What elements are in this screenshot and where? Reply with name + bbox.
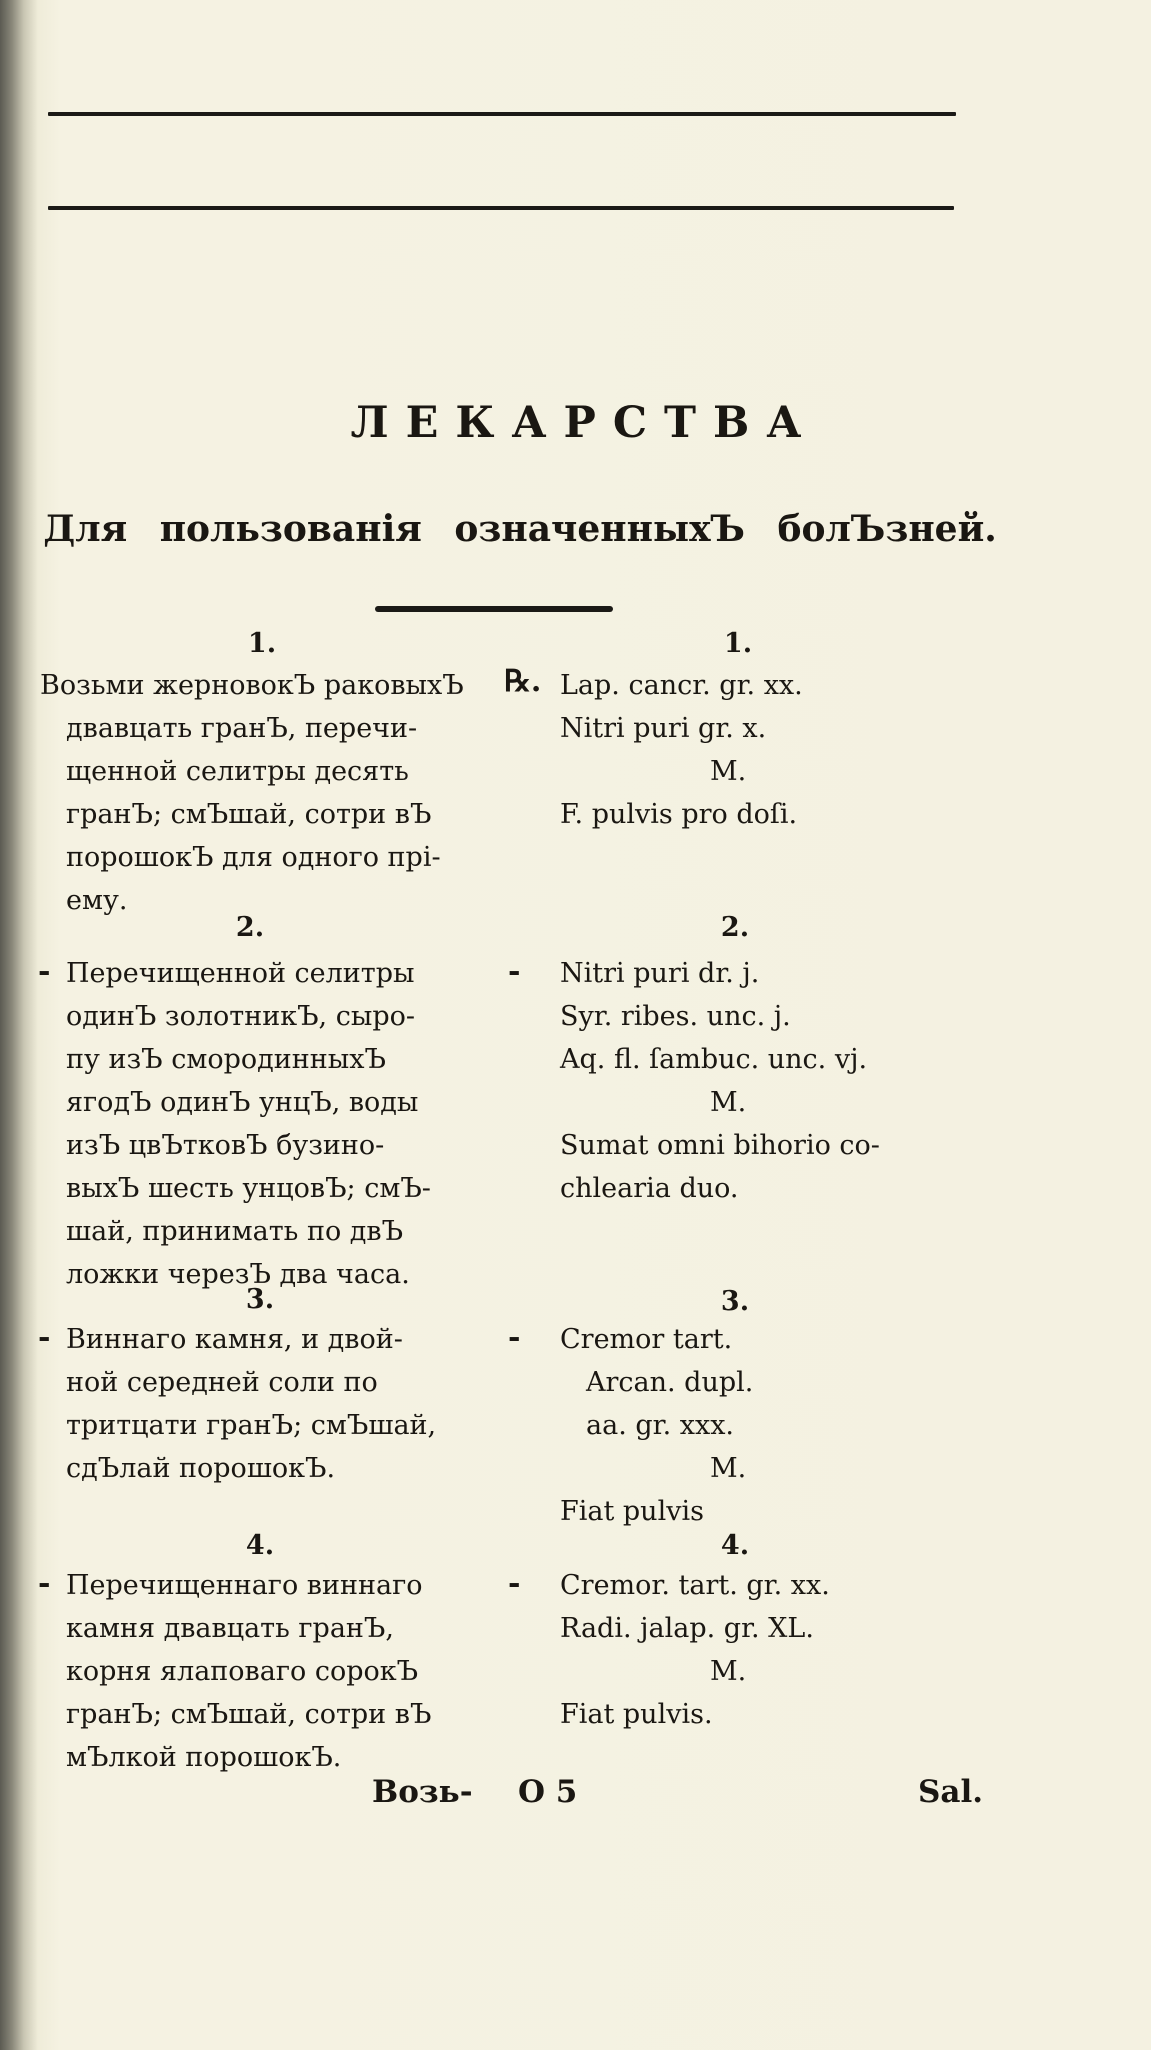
left-dash: - [38, 954, 51, 989]
left-recipe-line: пу изЪ смородинныхЪ [66, 1044, 386, 1075]
recipe-symbol: ℞. [504, 664, 542, 699]
right-dash: - [508, 1566, 521, 1601]
right-recipe-line: Arcan. dupl. [586, 1367, 754, 1398]
right-recipe-line: Nitri puri gr. x. [560, 713, 767, 744]
right-item-number: 4. [720, 1530, 750, 1561]
left-item-number: 4. [245, 1530, 275, 1561]
right-dash: - [508, 954, 521, 989]
catchword-left: Возь- [372, 1774, 473, 1810]
right-recipe-text [560, 1564, 1000, 1736]
signature-mark: O 5 [518, 1774, 578, 1810]
left-recipe-line: гранЪ; смЪшай, сотри вЪ [66, 799, 432, 830]
left-recipe-text [40, 1318, 510, 1490]
left-recipe-text [40, 664, 510, 922]
right-dash: - [508, 1320, 521, 1355]
right-recipe-line: Fiat pulvis. [560, 1699, 713, 1730]
left-recipe-line: выхЪ шесть унцовЪ; смЪ- [66, 1173, 431, 1204]
right-recipe-text [560, 664, 1000, 836]
page-subtitle: Для пользованія означенныхЪ болЪзней. [43, 508, 997, 550]
right-item-number: 3. [720, 1286, 750, 1317]
right-recipe-line: Syr. ribes. unc. j. [560, 1001, 791, 1032]
catchword-right: Sal. [918, 1774, 984, 1810]
right-recipe-line: Aq. fl. ſambuc. unc. vj. [560, 1044, 868, 1075]
right-recipe-line: M. [710, 1087, 747, 1118]
right-recipe-line: Nitri puri dr. j. [560, 958, 760, 989]
left-recipe-line: Перечищеннаго виннаго [66, 1570, 423, 1601]
left-recipe-line: мЪлкой порошокЪ. [66, 1742, 342, 1773]
left-recipe-line: ягодЪ одинЪ унцЪ, воды [66, 1087, 419, 1118]
right-recipe-line: M. [710, 756, 747, 787]
second-rule [48, 206, 954, 210]
top-rule [48, 112, 956, 116]
left-dash: - [38, 1566, 51, 1601]
right-recipe-line: F. pulvis pro doſi. [560, 799, 798, 830]
section-rule [375, 606, 613, 612]
right-recipe-text [560, 1318, 1000, 1533]
left-item-number: 1. [247, 628, 277, 659]
right-item-number: 1. [723, 628, 753, 659]
left-recipe-line: двавцать гранЪ, перечи- [66, 713, 418, 744]
left-recipe-line: гранЪ; смЪшай, сотри вЪ [66, 1699, 432, 1730]
right-recipe-text [560, 952, 1000, 1210]
left-recipe-line: Виннаго камня, и двой- [66, 1324, 403, 1355]
right-recipe-line: M. [710, 1453, 747, 1484]
left-recipe-line: Возьми жерновокЪ раковыхЪ [40, 670, 464, 701]
left-recipe-text [40, 1564, 510, 1779]
left-recipe-line: изЪ цвЪтковЪ бузино- [66, 1130, 385, 1161]
page-title: ЛЕКАРСТВА [350, 398, 819, 448]
right-recipe-line: Lap. cancr. gr. xx. [560, 670, 803, 701]
left-item-number: 3. [245, 1284, 275, 1315]
left-recipe-line: корня ялаповаго сорокЪ [66, 1656, 419, 1687]
left-recipe-line: порошокЪ для одного прі- [66, 842, 441, 873]
right-recipe-line: Cremor. tart. gr. xx. [560, 1570, 830, 1601]
right-recipe-line: Sumat omni bihorio co- [560, 1130, 880, 1161]
right-recipe-line: M. [710, 1656, 747, 1687]
right-recipe-line: Cremor tart. [560, 1324, 733, 1355]
left-item-number: 2. [235, 912, 265, 943]
left-dash: - [38, 1320, 51, 1355]
left-recipe-line: Перечищенной селитры [66, 958, 415, 989]
right-item-number: 2. [720, 912, 750, 943]
left-recipe-line: ной середней соли по [66, 1367, 378, 1398]
left-recipe-line: шай, принимать по двЪ [66, 1216, 404, 1247]
left-recipe-line: сдЪлай порошокЪ. [66, 1453, 336, 1484]
left-recipe-text [40, 952, 510, 1296]
right-recipe-line: Fiat pulvis [560, 1496, 704, 1527]
left-recipe-line: одинЪ золотникЪ, сыро- [66, 1001, 415, 1032]
left-recipe-line: щенной селитры десять [66, 756, 409, 787]
left-recipe-line: ему. [66, 885, 128, 916]
right-recipe-line: chlearia duo. [560, 1173, 739, 1204]
right-recipe-line: Radi. jalap. gr. XL. [560, 1613, 814, 1644]
right-recipe-line: aa. gr. xxx. [586, 1410, 735, 1441]
left-recipe-line: тритцати гранЪ; смЪшай, [66, 1410, 437, 1441]
left-recipe-line: камня двавцать гранЪ, [66, 1613, 394, 1644]
left-recipe-line: ложки черезЪ два часа. [66, 1259, 410, 1290]
